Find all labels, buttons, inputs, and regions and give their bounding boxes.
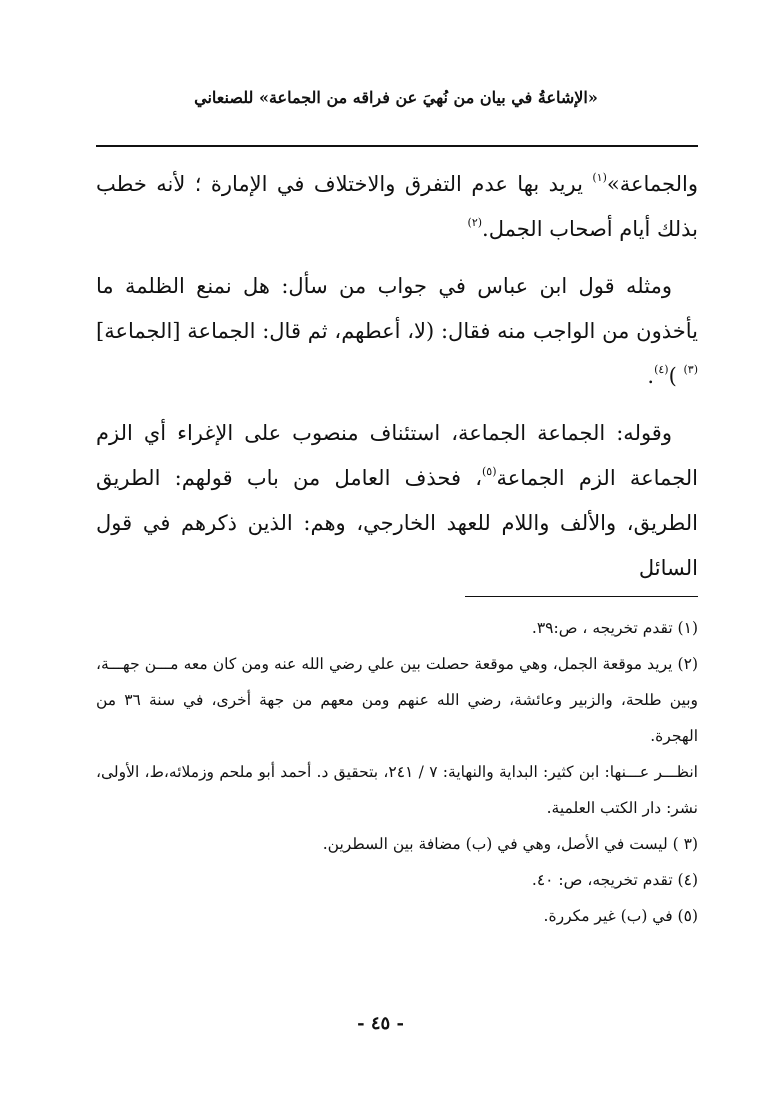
footnote-ref-5: (٥) — [482, 465, 497, 478]
footnote-ref-1: (١) — [592, 171, 607, 184]
footnote-ref-2: (٢) — [467, 216, 483, 229]
footnote-ref-3: (٣) — [683, 363, 698, 376]
paragraph-3-text-b: ، فحذف العامل من باب قولهم: الطريق الطريق، والألف واللام للعهد الخارجي، وهم: الذين ذكرهم في قول السائل — [96, 466, 698, 580]
footnote-divider — [465, 596, 698, 597]
paragraph-3-text-a: وقوله: الجماعة الجماعة، استئناف منصوب على الإغراء أي الزم الجماعة الزم الجماعة — [96, 421, 698, 490]
footnote-2: (٢) يريد موقعة الجمل، وهي موقعة حصلت بين علي رضي الله عنه ومن كان معه مـــن جهـــة، وبين طلحة، والزبير وعائشة، رضي الله عنهم ومن معهم من جهة أخرى، في سنة ٣٦ من الهجرة. — [96, 655, 699, 745]
paragraph-2 — [96, 264, 698, 399]
footnote-ref-4: (٤) — [654, 363, 669, 376]
paragraph-2-text-a: ومثله قول ابن عباس في جواب من سأل: هل نمنع الظلمة ما يأخذون من الواجب منه فقال: (لا، أعطهم، ثم قال: الجماعة [الجماعة] — [96, 274, 698, 343]
header-divider — [96, 145, 698, 147]
paragraph-1-text-a: والجماعة» — [606, 172, 698, 196]
page-number: - ٤٥ - — [357, 1013, 404, 1034]
footnote-3: (٣ ) ليست في الأصل، وهي في (ب) مضافة بين السطرين. — [322, 835, 698, 853]
main-text — [96, 162, 698, 603]
running-header: «الإشاعةُ في بيان من نُهيَ عن فراقه من الجماعة» للصنعاني — [194, 88, 598, 107]
footnotes — [96, 610, 698, 934]
paragraph-3 — [96, 411, 698, 591]
paragraph-1 — [96, 162, 698, 252]
footnote-2-reference: انظـــر عـــنها: ابن كثير: البداية والنهاية: ٧ / ٢٤١، بتحقيق د. أحمد أبو ملحم وزملائه،ط، الأولى، نشر: دار الكتب العلمية. — [96, 763, 698, 817]
paragraph-2-text-b: ) — [668, 364, 677, 388]
paragraph-1-text-b: يريد بها عدم التفرق والاختلاف في الإمارة ؛ لأنه خطب بذلك أيام أصحاب الجمل. — [96, 172, 698, 241]
footnote-1: (١) تقدم تخريجه ، ص:٣٩. — [531, 619, 698, 637]
paragraph-2-text-c: . — [647, 364, 655, 388]
footnote-4: (٤) تقدم تخريجه، ص: ٤٠. — [531, 871, 698, 889]
footnote-5: (٥) في (ب) غير مكررة. — [543, 907, 698, 925]
